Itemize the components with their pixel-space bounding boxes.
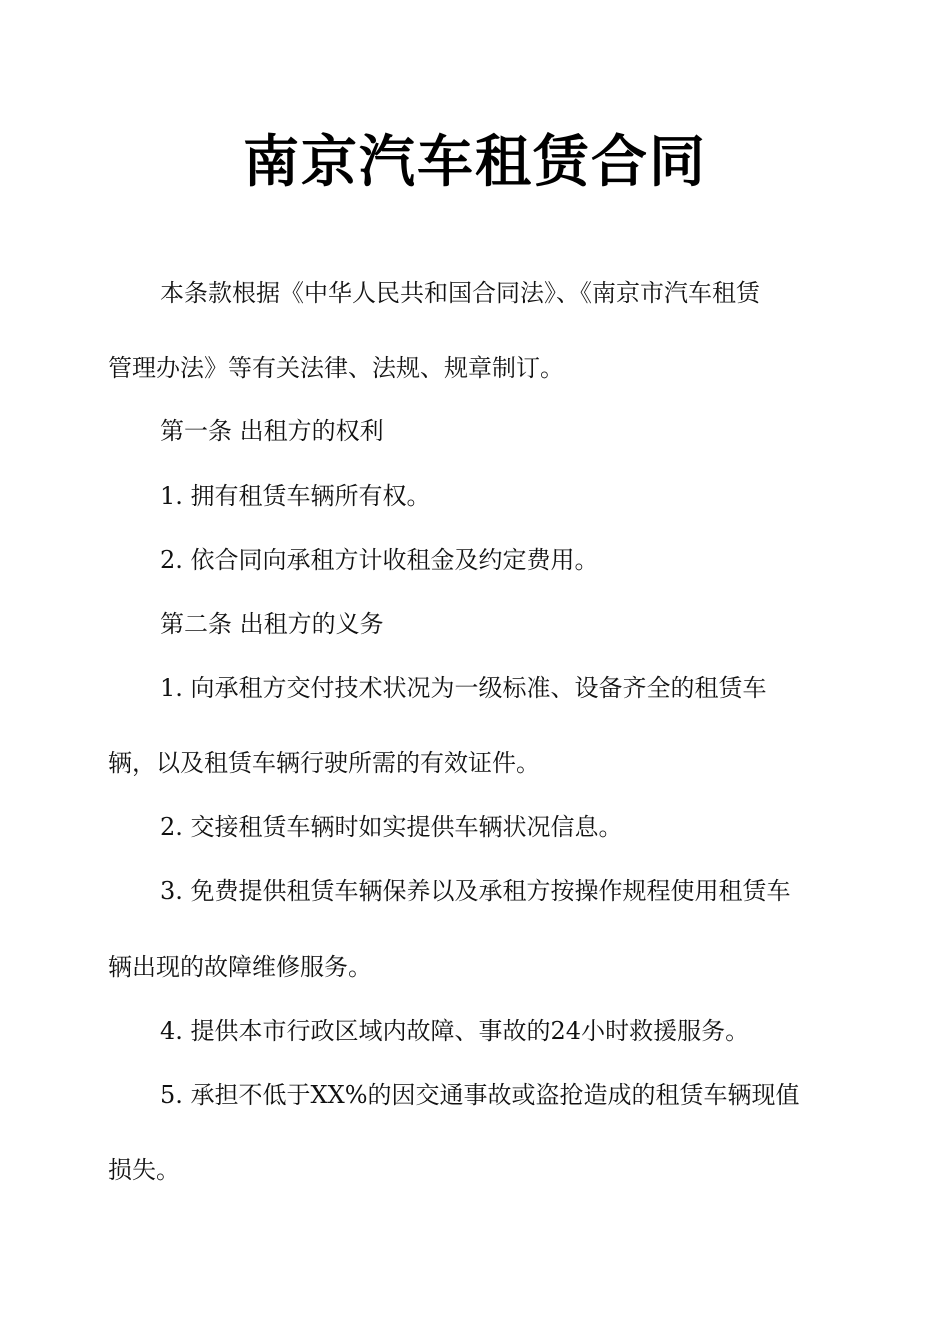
- article-1-heading: 第一条 出租方的权利: [160, 417, 384, 445]
- document-title: 南京汽车租赁合同: [243, 130, 707, 195]
- article-2-item-1-line-2: 辆，以及租赁车辆行驶所需的有效证件。: [108, 749, 540, 777]
- article-1-item-2: 2. 依合同向承租方计收租金及约定费用。: [160, 546, 599, 574]
- article-1-item-1: 1. 拥有租赁车辆所有权。: [160, 482, 431, 510]
- article-2-item-5-line-2: 损失。: [108, 1156, 180, 1184]
- article-2-item-1-line-1: 1. 向承租方交付技术状况为一级标准、设备齐全的租赁车: [160, 674, 767, 702]
- preamble-line-1: 本条款根据《中华人民共和国合同法》、《南京市汽车租赁: [160, 279, 760, 307]
- article-2-heading: 第二条 出租方的义务: [160, 610, 384, 638]
- article-2-item-4: 4. 提供本市行政区域内故障、事故的24小时救援服务。: [160, 1017, 750, 1045]
- article-2-item-3-line-1: 3. 免费提供租赁车辆保养以及承租方按操作规程使用租赁车: [160, 877, 791, 905]
- article-2-item-2: 2. 交接租赁车辆时如实提供车辆状况信息。: [160, 813, 623, 841]
- preamble-line-2: 管理办法》等有关法律、法规、规章制订。: [108, 354, 564, 382]
- article-2-item-5-line-1: 5. 承担不低于XX%的因交通事故或盗抢造成的租赁车辆现值: [160, 1081, 800, 1109]
- article-2-item-3-line-2: 辆出现的故障维修服务。: [108, 953, 372, 981]
